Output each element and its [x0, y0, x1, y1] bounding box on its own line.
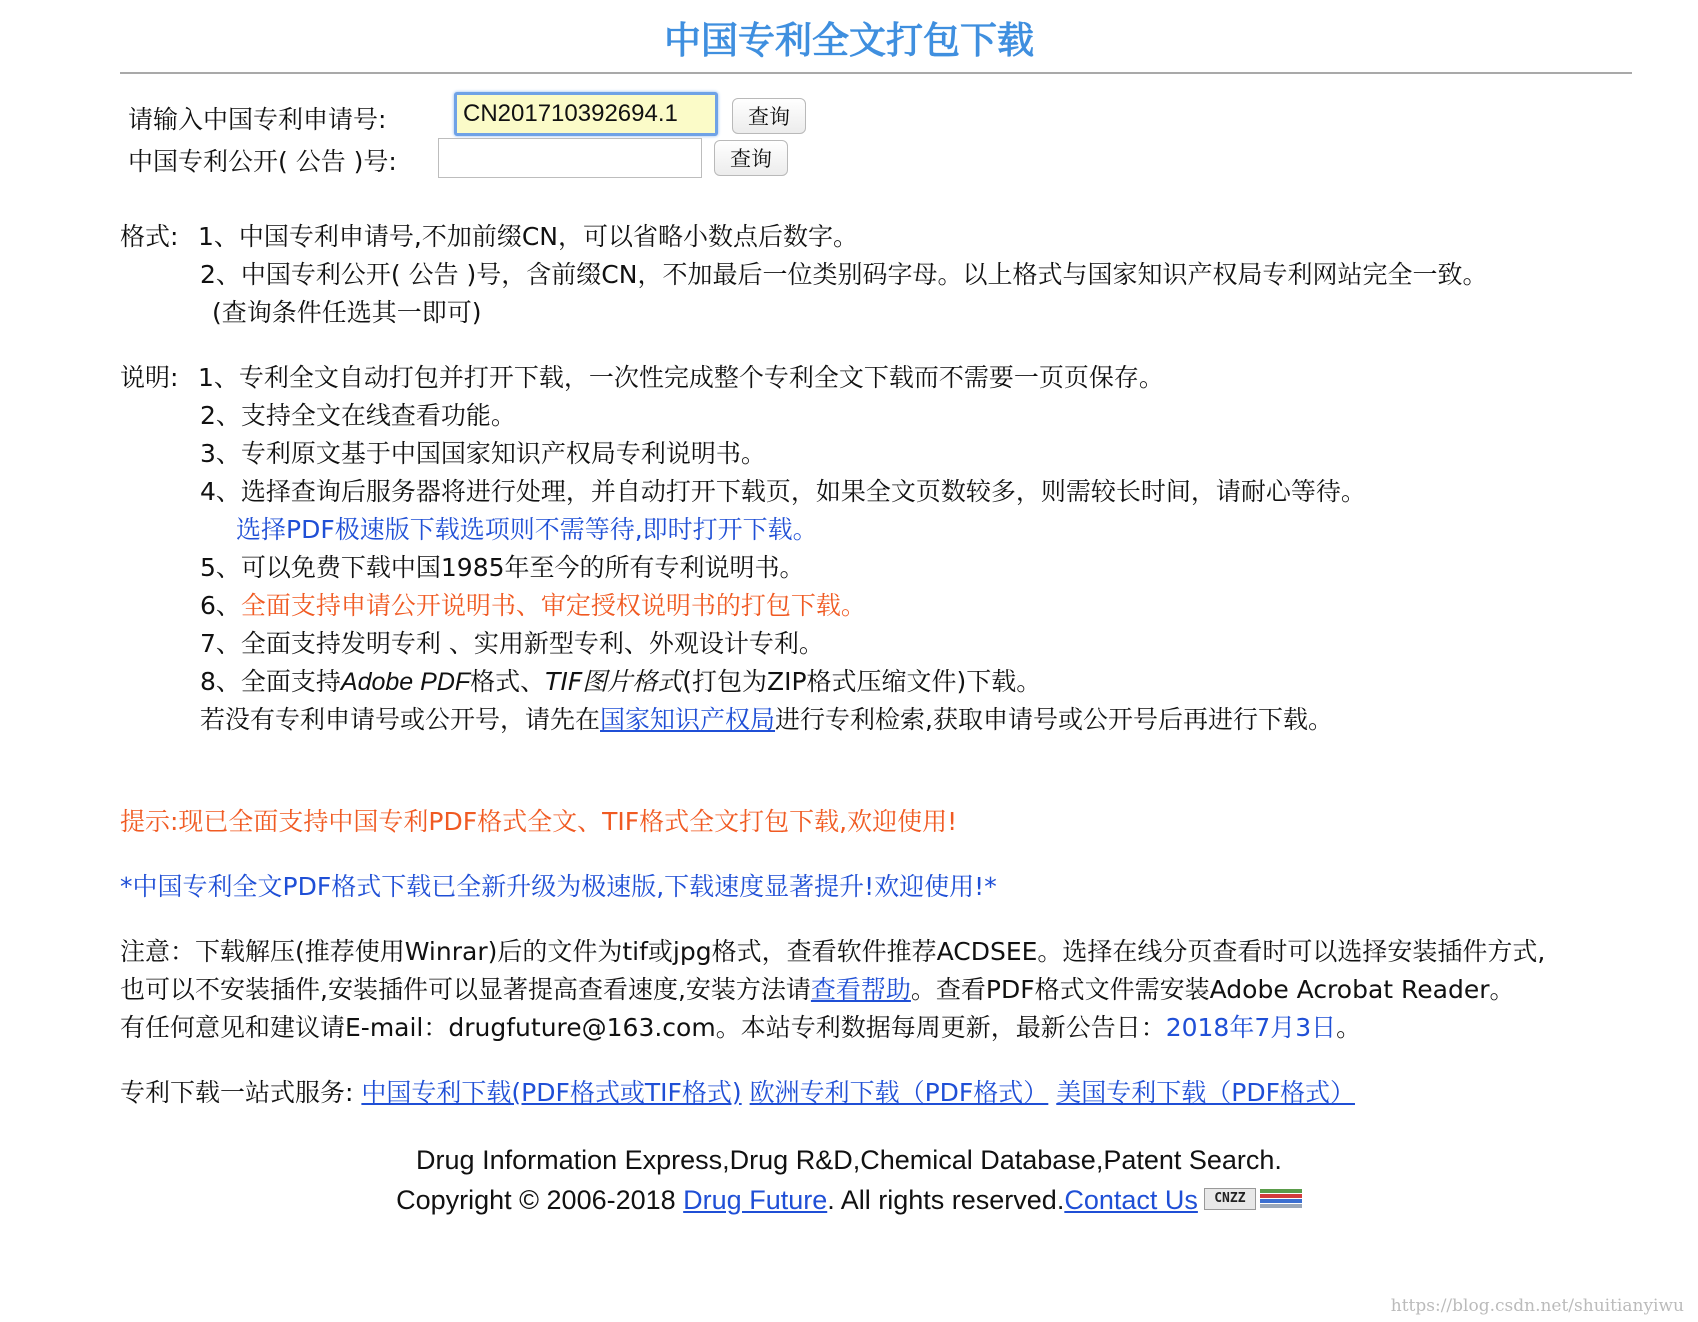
- notes-line-9-b: 进行专利检索,获取申请号或公开号后再进行下载。: [775, 705, 1333, 734]
- notes-line-5: 5、可以免费下载中国1985年至今的所有专利说明书。: [200, 553, 805, 582]
- title-divider: [120, 72, 1632, 74]
- cnzz-badge-label: CNZZ: [1204, 1188, 1256, 1210]
- copyright-text: Copyright © 2006-2018: [396, 1185, 684, 1215]
- latest-update-date: 2018年7月3日: [1165, 1013, 1337, 1042]
- notes-line-8-e: (打包为ZIP格式压缩文件)下载。: [682, 667, 1042, 696]
- application-number-label: 请输入中国专利申请号:: [128, 105, 387, 134]
- footer-tagline: Drug Information Express,Drug R&D,Chemical Database,Patent Search.: [416, 1145, 1282, 1175]
- tip-text: 提示:现已全面支持中国专利PDF格式全文、TIF格式全文打包下载,欢迎使用!: [120, 807, 958, 836]
- help-link[interactable]: 查看帮助: [810, 975, 911, 1004]
- notes-line-9: [200, 700, 1333, 736]
- publication-number-label: 中国专利公开( 公告 )号:: [128, 147, 397, 176]
- notes-line-9-a: 若没有专利申请号或公开号，请先在: [200, 705, 601, 734]
- format-line-1: 1、中国专利申请号,不加前缀CN，可以省略小数点后数字。: [198, 222, 859, 251]
- notes-line-4-fast-pdf: 选择PDF极速版下载选项则不需等待,即时打开下载。: [236, 515, 818, 544]
- watermark-text: https://blog.csdn.net/shuitianyiwu: [1390, 1296, 1684, 1316]
- services-label: 专利下载一站式服务:: [120, 1078, 354, 1107]
- notes-line-6-text: 全面支持申请公开说明书、审定授权说明书的打包下载。: [240, 591, 866, 620]
- notes-line-6-number: 6、: [200, 591, 241, 620]
- contact-us-link[interactable]: Contact Us: [1064, 1185, 1198, 1215]
- notes-line-8-c: 格式、: [470, 667, 546, 696]
- notes-line-3: 3、专利原文基于中国国家知识产权局专利说明书。: [200, 439, 766, 468]
- china-patent-download-link[interactable]: 中国专利下载(PDF格式或TIF格式): [361, 1078, 742, 1107]
- attention-line-2-b: 。查看PDF格式文件需安装Adobe Acrobat Reader。: [910, 975, 1515, 1004]
- footer-copyright: [0, 1185, 1698, 1216]
- promo-text: *中国专利全文PDF格式下载已全新升级为极速版,下载速度显著提升!欢迎使用!*: [120, 872, 997, 901]
- query-publication-button[interactable]: 查询: [714, 140, 788, 176]
- notes-line-8-pdf: Adobe PDF: [340, 668, 471, 696]
- cnzz-bars-icon: [1260, 1189, 1302, 1209]
- drug-future-link[interactable]: Drug Future: [683, 1185, 828, 1215]
- notes-line-6: [200, 586, 866, 622]
- notes-line-8: [200, 662, 1041, 698]
- format-line-3: (查询条件任选其一即可): [212, 298, 482, 327]
- notes-line-4: 4、选择查询后服务器将进行处理，并自动打开下载页，如果全文页数较多，则需较长时间，请耐心等待。: [200, 477, 1366, 506]
- attention-line-2-a: 也可以不安装插件,安装插件可以显著提高查看速度,安装方法请: [120, 975, 811, 1004]
- europe-patent-download-link[interactable]: 欧洲专利下载（PDF格式）: [749, 1078, 1049, 1107]
- attention-line-3-a: 有任何意见和建议请E-mail：drugfuture@163.com。本站专利数据每周更新，最新公告日：: [120, 1013, 1166, 1042]
- notes-line-2: 2、支持全文在线查看功能。: [200, 401, 516, 430]
- sipo-link[interactable]: 国家知识产权局: [600, 705, 776, 734]
- attention-line-1: 注意：下载解压(推荐使用Winrar)后的文件为tif或jpg格式，查看软件推荐ACDSEE。选择在线分页查看时可以选择安装插件方式,: [120, 937, 1546, 966]
- attention-line-3: [120, 1008, 1361, 1044]
- cnzz-stats-badge[interactable]: [1204, 1188, 1302, 1210]
- notes-line-8-tif: TIF图片格式: [545, 667, 683, 696]
- query-application-button[interactable]: 查询: [732, 98, 806, 134]
- publication-number-input[interactable]: [438, 138, 702, 178]
- format-heading: 格式:: [120, 222, 179, 251]
- attention-line-2: [120, 970, 1515, 1006]
- us-patent-download-link[interactable]: 美国专利下载（PDF格式）: [1056, 1078, 1355, 1107]
- notes-line-8-a: 8、全面支持: [200, 667, 341, 696]
- page-title: 中国专利全文打包下载: [664, 19, 1034, 62]
- notes-line-7: 7、全面支持发明专利 、实用新型专利、外观设计专利。: [200, 629, 824, 658]
- notes-line-1: 1、专利全文自动打包并打开下载，一次性完成整个专利全文下载而不需要一页页保存。: [198, 363, 1164, 392]
- application-number-input[interactable]: [454, 92, 718, 136]
- format-line-2: 2、中国专利公开( 公告 )号，含前缀CN，不加最后一位类别码字母。以上格式与国家知识产权局专利网站完全一致。: [200, 260, 1488, 289]
- services-row: [120, 1073, 1355, 1109]
- notes-heading: 说明:: [120, 363, 179, 392]
- attention-line-3-b: 。: [1336, 1013, 1362, 1042]
- rights-text: . All rights reserved.: [827, 1185, 1065, 1215]
